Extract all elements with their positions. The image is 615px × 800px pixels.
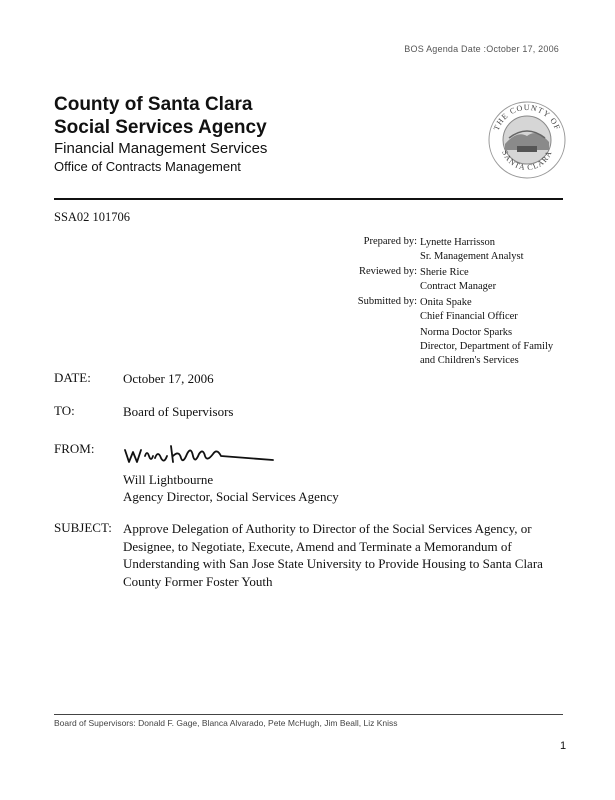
office-name: Office of Contracts Management <box>54 159 241 174</box>
seal-bottom-text: SANTA CLARA <box>500 148 554 173</box>
county-name: County of Santa Clara <box>54 94 253 115</box>
seal-top-text: THE COUNTY OF <box>491 102 563 132</box>
reference-number: SSA02 101706 <box>54 210 131 224</box>
submitted-by-name-2: Norma Doctor Sparks <box>420 327 513 338</box>
prepared-by-title: Sr. Management Analyst <box>420 251 524 262</box>
county-seal-icon <box>487 100 567 180</box>
reviewed-by-title: Contract Manager <box>420 281 497 292</box>
header-divider <box>54 198 563 200</box>
date-value: October 17, 2006 <box>123 371 214 386</box>
to-value: Board of Supervisors <box>123 404 234 419</box>
from-name: Will Lightbourne <box>123 472 214 487</box>
submitted-by-title-2a: Director, Department of Family <box>420 341 554 352</box>
footer-divider <box>54 714 563 715</box>
prepared-by-label: Prepared by: <box>363 236 417 247</box>
agency-name: Social Services Agency <box>54 117 267 138</box>
submitted-by-label: Submitted by: <box>357 296 417 307</box>
reviewed-by-name: Sherie Rice <box>420 267 469 278</box>
submitted-by-name: Onita Spake <box>420 297 472 308</box>
from-title: Agency Director, Social Services Agency <box>123 489 339 504</box>
page-number: 1 <box>560 740 567 752</box>
agenda-date: BOS Agenda Date :October 17, 2006 <box>404 44 559 54</box>
to-label: TO: <box>54 403 75 418</box>
reviewed-by-label: Reviewed by: <box>358 266 417 277</box>
submitted-by-title: Chief Financial Officer <box>420 311 518 322</box>
date-label: DATE: <box>54 370 91 385</box>
signature-icon <box>123 440 283 470</box>
subject-text: Approve Delegation of Authority to Director of the Social Services Agency, or Designee, to Negotiate, Execute, Amend and Terminate a Memorandum of Understanding with San Jose State University to Provide Housing to Santa Clara County Former Foster Youth <box>123 521 543 589</box>
submitted-by-title-2b: and Children's Services <box>420 355 519 366</box>
prepared-by-name: Lynette Harrisson <box>420 237 495 248</box>
department-name: Financial Management Services <box>54 140 268 157</box>
subject-label: SUBJECT: <box>54 520 112 535</box>
from-label: FROM: <box>54 441 95 456</box>
footer-supervisors: Board of Supervisors: Donald F. Gage, Blanca Alvarado, Pete McHugh, Jim Beall, Liz Kniss <box>54 718 398 728</box>
